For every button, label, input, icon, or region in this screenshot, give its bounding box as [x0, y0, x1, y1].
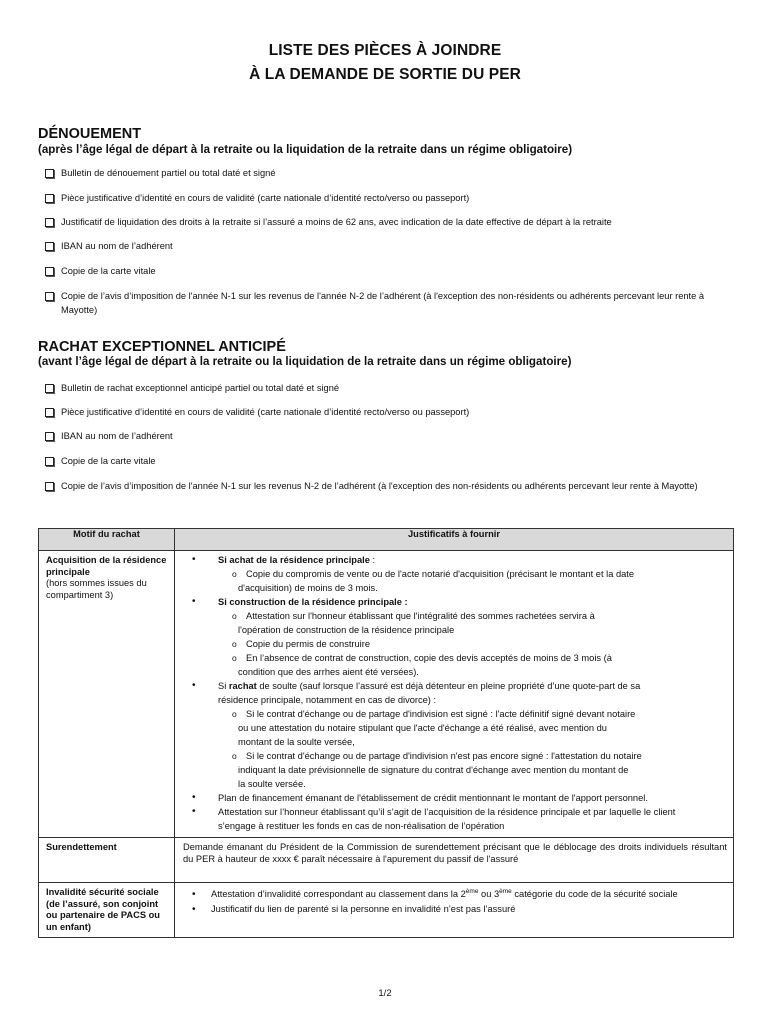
sub-list-item-continuation: la soulte versée.	[238, 779, 306, 789]
sub-list-item: o En l’absence de contrat de construction, copie des devis acceptés de moins de 3 mois (à	[181, 651, 727, 665]
motif-acquisition-label: Acquisition de la résidence principale	[46, 555, 167, 577]
rachat-subheading: (avant l’âge légal de départ à la retraite ou la liquidation de la retraite dans un régime obligatoire)	[38, 355, 572, 368]
motif-acquisition-note: (hors sommes issues du compartiment 3)	[46, 578, 147, 600]
document-title-line-1: LISTE DES PIÈCES À JOINDRE	[268, 42, 502, 59]
bullet-text: ou 3	[478, 889, 500, 899]
rachat-heading: RACHAT EXCEPTIONNEL ANTICIPÉ	[38, 339, 286, 355]
superscript: ème	[499, 888, 512, 895]
column-header-motif: Motif du rachat	[39, 529, 175, 551]
checklist-item	[45, 265, 735, 279]
sub-list-item-continuation: ou une attestation du notaire stipulant que l'acte d'échange a été réalisé, avec mention du	[238, 723, 607, 733]
checklist-item-text: Copie de la carte vitale	[61, 456, 156, 466]
bullet-title: Si achat de la résidence principale	[218, 555, 370, 565]
motif-cell	[39, 551, 175, 838]
checklist-item	[45, 406, 735, 420]
checklist-item	[45, 216, 735, 230]
checklist-item	[45, 240, 735, 254]
justificatifs-table	[38, 528, 734, 938]
list-item: • Justificatif du lien de parenté si la personne en invalidité n’est pas l’assuré	[181, 904, 727, 916]
checkbox[interactable]	[45, 408, 54, 417]
bullet-emphasis: rachat	[228, 681, 257, 691]
checklist-item-text: Copie de l’avis d’imposition de l'année N-1 sur les revenus de l'année N-2 de l’adhérent (à l'exception des non-résidents ou adhérents percevant leur rente à Mayotte)	[61, 291, 705, 315]
list-item	[181, 553, 727, 567]
bullet-text: catégorie du code de la sécurité sociale	[511, 889, 678, 899]
column-header-justificatifs: Justificatifs à fournir	[175, 529, 734, 551]
checklist-item	[45, 192, 735, 206]
checklist-item-text: Pièce justificative d’identité en cours de validité (carte nationale d’identité recto/verso ou passeport)	[61, 407, 470, 417]
bullet-text: :	[369, 555, 376, 565]
checkbox[interactable]	[45, 482, 54, 491]
page-number: 1/2	[378, 988, 392, 999]
superscript: ème	[465, 888, 479, 895]
checklist-item	[45, 290, 735, 317]
checkbox[interactable]	[45, 218, 54, 227]
bullet-text: Si	[218, 681, 229, 691]
checkbox[interactable]	[45, 169, 54, 178]
checkbox[interactable]	[45, 432, 54, 441]
justificatifs-cell	[175, 883, 734, 938]
sub-list-item-continuation: montant de la soulte versée,	[238, 737, 355, 747]
checkbox[interactable]	[45, 267, 54, 276]
list-item	[181, 889, 727, 901]
checklist-item-text: Justificatif de liquidation des droits à la retraite si l’assuré a moins de 62 ans, avec indication de la date effective de départ à la retraite	[61, 217, 612, 227]
checklist-item-text: Bulletin de dénouement partiel ou total daté et signé	[61, 168, 276, 178]
checklist-item	[45, 167, 735, 181]
list-item-continuation: s’engage à restituer les fonds en cas de non-réalisation de l’opération	[218, 821, 505, 831]
checklist-item-text: IBAN au nom de l’adhérent	[61, 431, 173, 441]
justificatifs-cell: Demande émanant du Président de la Commission de surendettement précisant que le déblocage des droits individuels résultant du PER à hauteur de xxxx € paraît nécessaire à l'apurement du passif de l'assuré	[175, 838, 734, 883]
motif-invalidite-label: Invalidité sécurité sociale (de l’assuré, son conjoint ou partenaire de PACS ou un enfant)	[46, 887, 160, 932]
table-header-row	[39, 529, 734, 551]
sub-list-item: o Si le contrat d'échange ou de partage d'indivision n'est pas encore signé : l'attestation du notaire	[181, 749, 727, 763]
checkbox[interactable]	[45, 292, 54, 301]
motif-cell	[39, 883, 175, 938]
checklist-item	[45, 480, 735, 494]
document-title-line-2: À LA DEMANDE DE SORTIE DU PER	[249, 66, 521, 83]
checkbox[interactable]	[45, 384, 54, 393]
justificatifs-cell	[175, 551, 734, 838]
sub-list-item-continuation: condition que des arrhes aient été versées).	[238, 667, 419, 677]
checklist-item-text: Copie de l’avis d’imposition de l'année N-1 sur les revenus N-2 de l’adhérent (à l'exception des non-résidents ou adhérents percevant leur rente à Mayotte)	[61, 481, 698, 491]
sub-list-item: o Copie du permis de construire	[181, 637, 727, 651]
checkbox[interactable]	[45, 194, 54, 203]
list-item-continuation: résidence principale, notamment en cas de divorce) :	[218, 695, 437, 705]
checklist-item-text: Bulletin de rachat exceptionnel anticipé partiel ou total daté et signé	[61, 383, 340, 393]
table-row	[39, 838, 734, 883]
list-item	[181, 679, 727, 693]
sub-list-item: o Si le contrat d'échange ou de partage d'indivision est signé : l'acte définitif signé devant notaire	[181, 707, 727, 721]
checklist-item	[45, 455, 735, 469]
bullet-text: Attestation d’invalidité correspondant au classement dans la 2	[211, 889, 466, 899]
list-item: • Plan de financement émanant de l'établissement de crédit mentionnant le montant de l'apport personnel.	[181, 791, 727, 805]
denouement-subheading: (après l’âge légal de départ à la retraite ou la liquidation de la retraite dans un régime obligatoire)	[38, 143, 573, 156]
denouement-heading: DÉNOUEMENT	[38, 126, 142, 142]
table-row	[39, 883, 734, 938]
list-item	[181, 595, 727, 609]
bullet-title: Si construction de la résidence principale :	[218, 597, 408, 607]
checklist-item-text: Pièce justificative d’identité en cours de validité (carte nationale d’identité recto/verso ou passeport)	[61, 193, 470, 203]
table-row	[39, 551, 734, 838]
motif-cell	[39, 838, 175, 883]
checkbox[interactable]	[45, 457, 54, 466]
checklist-item-text: IBAN au nom de l’adhérent	[61, 241, 173, 251]
checklist-item	[45, 430, 735, 444]
checklist-item-text: Copie de la carte vitale	[61, 266, 156, 276]
sub-list-item-continuation: d'acquisition) de moins de 3 mois.	[238, 583, 378, 593]
list-item: • Attestation sur l’honneur établissant qu’il s’agit de l’acquisition de la résidence principale et par laquelle le client	[181, 805, 727, 819]
checklist-item	[45, 382, 735, 396]
sub-list-item-continuation: indiquant la date prévisionnelle de signature du contrat d'échange avec mention du montant de	[238, 765, 629, 775]
checkbox[interactable]	[45, 242, 54, 251]
sub-list-item: o Attestation sur l'honneur établissant que l'intégralité des sommes rachetées servira à	[181, 609, 727, 623]
motif-surendettement-label: Surendettement	[46, 842, 117, 852]
sub-list-item-continuation: l'opération de construction de la résidence principale	[238, 625, 455, 635]
bullet-text: de soulte (sauf lorsque l’assuré est déjà détenteur en pleine propriété d’une quote-part de sa	[256, 681, 641, 691]
sub-list-item: o Copie du compromis de vente ou de l'acte notarié d'acquisition (précisant le montant et la date	[181, 567, 727, 581]
